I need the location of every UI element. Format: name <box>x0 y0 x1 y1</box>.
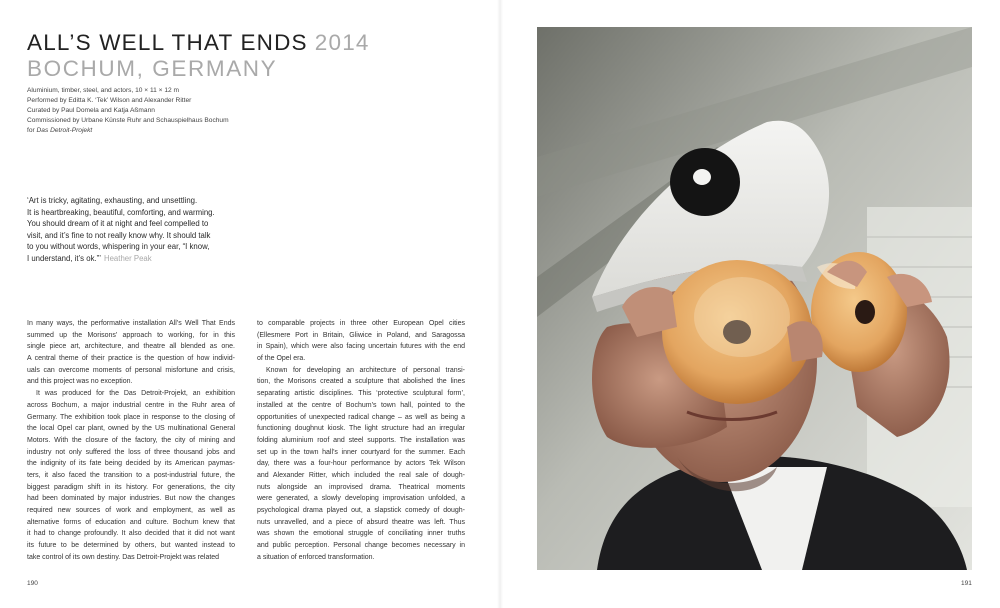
body-text-line: nuts alongside an improvised drama. Theatrical moments <box>257 483 465 491</box>
body-text-line: a situation of enforced transformation. <box>257 553 375 561</box>
article-title <box>27 30 370 56</box>
quote-line: You should dream of it at night and feel compelled to <box>27 219 209 228</box>
location-subtitle: BOCHUM, GERMANY <box>27 56 278 81</box>
credit-for-prefix: for <box>27 127 37 134</box>
credit-materials: Aluminium, timber, steel, and actors, 10 × 11 × 12 m <box>27 87 179 94</box>
body-text-line: its future to be determined by others, but wanted instead to <box>27 542 235 550</box>
page-number-right: 191 <box>961 580 972 587</box>
body-text-line: installed at the centre of Bochum’s town hall, pointed to the <box>257 401 465 409</box>
credit-for-title: Das Detroit-Projekt <box>36 127 93 134</box>
body-text-line: nuts unravelled, and a piece of absurd theatre was left. Thus <box>257 518 465 526</box>
credits-block <box>27 86 287 136</box>
body-text-line: It was produced for the Das Detroit-Projekt, an exhibition <box>36 390 235 398</box>
body-text-line: functioning doughnut kiosk. The light structure had an irregular <box>257 425 465 433</box>
pull-quote <box>27 195 227 264</box>
body-text-line: the local Opel car plant, owned by the US multinational General <box>27 425 235 433</box>
body-text-line: to comparable projects in three other European Opel cities <box>257 320 465 327</box>
body-text-line: separating artistic disciplines. This ‘protective sculptural form’, <box>257 390 465 398</box>
body-column-left <box>27 318 235 563</box>
body-text-line: biggest paradigm shift in its history. For generations, the city <box>27 483 235 491</box>
body-text-line: tion, the Morisons created a sculpture that abolished the lines <box>257 378 465 386</box>
body-column-right <box>257 318 465 563</box>
body-text-line: alternative forms of education and culture. Bochum knew that <box>27 518 235 526</box>
credit-for <box>27 126 287 136</box>
quote-line: visit, and it’s fine to not really know why. It should talk <box>27 230 211 240</box>
credit-performers: Performed by Editta K. ‘Tek’ Wilson and Alexander Ritter <box>27 97 192 104</box>
body-text-line: single piece art, architecture, and theatre all blended as one. <box>27 343 235 351</box>
photo-illustration <box>537 27 972 570</box>
body-text-line: of the Opel era. <box>257 355 306 363</box>
body-text-line: across Bochum, a major industrial centre in the Ruhr area of <box>27 401 235 409</box>
body-text-line: Motors. With the closure of the factory, the city of mining and <box>27 436 235 444</box>
body-text-line: summed up the Morisons’ approach to working, for in this <box>27 331 235 339</box>
body-text-line: day, there was a four-hour performance by actors Tek Wilson <box>257 460 465 468</box>
body-text-line: ters, it also faced the transition to a post-industrial future, the <box>27 471 235 479</box>
title-year: 2014 <box>314 30 370 55</box>
credit-curators: Curated by Paul Domela and Katja Aßmann <box>27 107 155 114</box>
body-text-line: In many ways, the performative installation All’s Well That Ends <box>27 320 235 327</box>
page-number-left: 190 <box>27 580 38 587</box>
body-text-line: the indignity of its fate being decided by its American paymas- <box>27 460 235 468</box>
body-text-line: in Spain), which were also facing uncertain futures with the end <box>257 343 465 351</box>
title-text: ALL’S WELL THAT ENDS <box>27 30 308 55</box>
body-text-line: were generated, a slowly developing improvisation unfolded, a <box>257 495 465 503</box>
quote-last-line <box>27 253 227 265</box>
gutter-shadow <box>497 0 503 608</box>
photo-man-with-doughnuts <box>537 27 972 570</box>
body-text-line: take control of its own destiny. Das Detroit-Projekt was related <box>27 553 220 561</box>
body-text-line: had been dominated by major industries. But now the changes <box>27 495 235 503</box>
quote-author: Heather Peak <box>103 253 152 263</box>
credit-commission: Commissioned by Urbane Künste Ruhr and Schauspielhaus Bochum <box>27 117 229 124</box>
body-text-line: Known for developing an architecture of personal transi- <box>266 366 465 374</box>
body-text-line: folding aluminium roof and steel supports. The installation was <box>257 436 465 444</box>
body-text-line: (Ellesmere Port in Britain, Gliwice in Poland, and Saragossa <box>257 331 465 339</box>
body-text-line: it had to change profoundly. It also decided that it did not want <box>27 530 235 538</box>
body-text-line: opportunities of unexpected radical change – as well as being a <box>257 413 465 421</box>
quote-line: I understand, it’s ok.”’ <box>27 253 101 263</box>
quote-line: It is heartbreaking, beautiful, comforting, and warming. <box>27 207 215 217</box>
body-text-line: Germany. The exhibition took place in response to the closing of <box>27 413 235 421</box>
body-text-line: A central theme of their practice is the question of how individ- <box>27 355 235 363</box>
quote-line: ‘Art is tricky, agitating, exhausting, and unsettling. <box>27 196 198 205</box>
body-text-line: psychological drama played out, a slapstick comedy of dough- <box>257 507 465 514</box>
body-text-line: and public perception. Personal change becomes necessary in <box>257 542 465 550</box>
body-text-line: was shown the emotional struggle of conciliating inner truths <box>257 530 465 538</box>
body-text-line: required new sources of work and employment, as well as <box>27 507 235 514</box>
body-text-line: and this project was no exception. <box>27 378 133 386</box>
body-text-line: set up in the town hall’s inner courtyard for the summer. Each <box>257 448 465 456</box>
body-text-line: and Alexander Ritter, which included the real sale of dough- <box>257 471 465 479</box>
body-text-line: uals can overcome moments of personal misfortune and crisis, <box>27 366 235 374</box>
body-text-line: industry not only suffered the loss of three thousand jobs and <box>27 448 235 456</box>
quote-line: to you without words, whispering in your ear, “I know, <box>27 242 210 251</box>
